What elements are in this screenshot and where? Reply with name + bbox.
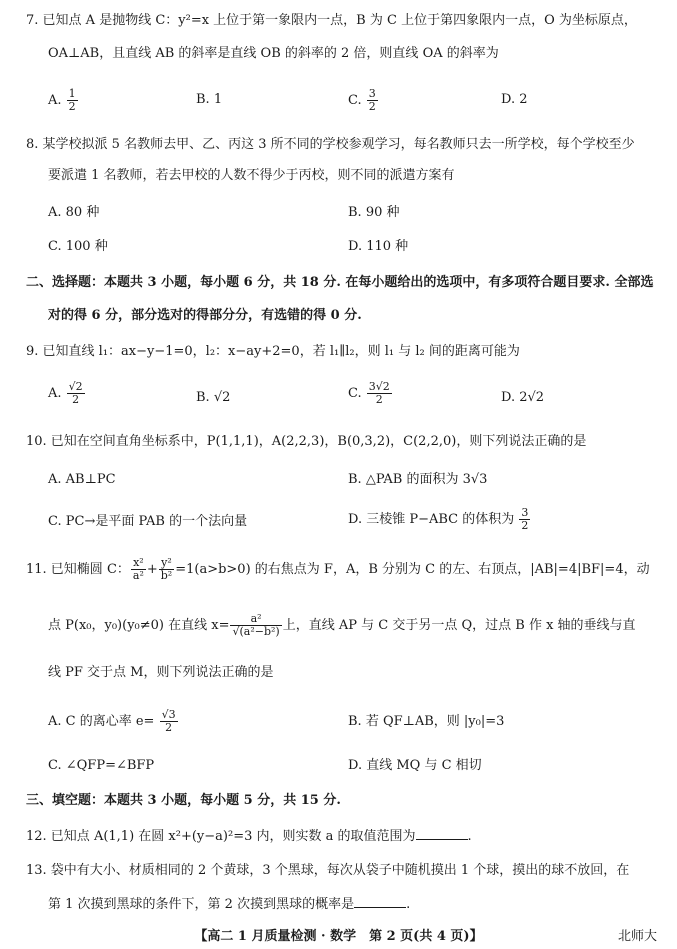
numerator: y²: [159, 557, 174, 570]
q9-option-b: B. √2: [196, 390, 231, 405]
numerator: √3: [161, 708, 176, 721]
q7-option-d: D. 2: [501, 92, 528, 107]
q11-option-a: [48, 709, 179, 734]
option-label: C.: [348, 386, 362, 401]
plus-sign: +: [146, 562, 158, 577]
q8-option-a: A. 80 种: [48, 205, 100, 220]
option-label: A.: [48, 93, 62, 108]
section3-heading: 三、填空题：本题共 3 小题，每小题 5 分，共 15 分.: [26, 793, 341, 808]
denominator: 2: [521, 519, 529, 532]
publisher-tag: 北师大: [617, 929, 657, 944]
answer-blank[interactable]: [354, 895, 406, 908]
q8-option-c: C. 100 种: [48, 239, 108, 254]
q11-option-c: C. ∠QFP=∠BFP: [48, 758, 155, 773]
fraction: [367, 381, 392, 406]
q11-stem-line3: 线 PF 交于点 M，则下列说法正确的是: [48, 665, 274, 680]
numerator: a²: [230, 613, 281, 626]
denominator: 2: [165, 721, 173, 734]
q11-stem-line1: [26, 557, 657, 582]
q7-option-c: [348, 88, 379, 113]
q13-stem-line1: 13. 袋中有大小、材质相同的 2 个黄球，3 个黑球，每次从袋子中随机摸出 1 个球，摸出的球不放回，在: [26, 863, 630, 878]
text-segment: 上，直线 AP 与 C 交于另一点 Q，过点 B 作 x 轴的垂线与直: [282, 618, 636, 633]
answer-blank[interactable]: [416, 827, 468, 840]
q7-stem-line2: OA⊥AB，且直线 AB 的斜率是直线 OB 的斜率的 2 倍，则直线 OA 的斜率为: [48, 46, 499, 61]
fraction: [367, 88, 378, 113]
denominator: 2: [368, 100, 376, 113]
q9-option-d: D. 2√2: [501, 390, 545, 405]
q13-stem-line2: [48, 895, 657, 914]
q10-stem: 10. 已知在空间直角坐标系中，P(1,1,1)，A(2,2,3)，B(0,3,2)，C(2,2,0)，则下列说法正确的是: [26, 434, 587, 449]
text-segment: 12. 已知点 A(1,1) 在圆 x²+(y−a)²=3 内，则实数 a 的取值范围为: [26, 829, 416, 844]
fraction: [230, 613, 281, 638]
q8-option-b: B. 90 种: [348, 205, 400, 220]
text-segment: =1(a>b>0) 的右焦点为 F，A，B 分别为 C 的左、右顶点，|AB|=4|BF|=4，动: [175, 562, 650, 577]
numerator: 1: [68, 87, 76, 100]
period: .: [467, 829, 472, 844]
denominator: 2: [68, 100, 76, 113]
option-label: A.: [48, 386, 62, 401]
fraction: [519, 507, 530, 532]
numerator: √2: [68, 380, 83, 393]
numerator: 3: [368, 87, 376, 100]
q10-option-d: [348, 507, 531, 532]
denominator: b²: [160, 569, 173, 582]
q8-stem-line2: 要派遣 1 名教师，若去甲校的人数不得少于丙校，则不同的派遣方案有: [48, 168, 455, 183]
denominator: a²: [132, 569, 144, 582]
q10-option-a: A. AB⊥PC: [48, 472, 116, 487]
q10-option-b: B. △PAB 的面积为 3√3: [348, 472, 488, 487]
denominator: 2: [72, 393, 80, 406]
text-segment: 11. 已知椭圆 C：: [26, 562, 130, 577]
fraction: [67, 381, 85, 406]
q11-option-b: B. 若 QF⊥AB，则 |y₀|=3: [348, 714, 505, 729]
section2-heading-line2: 对的得 6 分，部分选对的得部分分，有选错的得 0 分.: [48, 308, 362, 323]
denominator: √(a²−b²): [232, 625, 280, 638]
period: .: [406, 897, 411, 912]
q12-stem: [26, 827, 657, 846]
q10-option-c: C. PC→是平面 PAB 的一个法向量: [48, 514, 248, 529]
q9-option-c: [348, 381, 393, 406]
text-segment: 点 P(x₀，y₀)(y₀≠0) 在直线 x=: [48, 618, 230, 633]
fraction: [131, 557, 146, 582]
page-footer: 【高二 1 月质量检测 · 数学 第 2 页(共 4 页)】: [194, 929, 483, 944]
q9-stem: 9. 已知直线 l₁：ax−y−1=0，l₂：x−ay+2=0，若 l₁∥l₂，则 l₁ 与 l₂ 间的距离可能为: [26, 344, 520, 359]
q8-stem-line1: 8. 某学校拟派 5 名教师去甲、乙、丙这 3 所不同的学校参观学习，每名教师只去一所学校，每个学校至少: [26, 137, 635, 152]
numerator: x²: [131, 557, 146, 570]
section2-heading-line1: 二、选择题：本题共 3 小题，每小题 6 分，共 18 分. 在每小题给出的选项中，有多项符合题目要求. 全部选: [26, 275, 654, 290]
q7-option-a: [48, 88, 79, 113]
q11-option-d: D. 直线 MQ 与 C 相切: [348, 758, 482, 773]
q7-stem-line1: 7. 已知点 A 是抛物线 C：y²=x 上位于第一象限内一点，B 为 C 上位于第四象限内一点，O 为坐标原点，: [26, 13, 637, 28]
option-text: D. 三棱锥 P−ABC 的体积为: [348, 512, 515, 527]
numerator: 3: [521, 506, 529, 519]
fraction: [159, 557, 174, 582]
q8-option-d: D. 110 种: [348, 239, 409, 254]
option-label: C.: [348, 93, 362, 108]
fraction: [67, 88, 78, 113]
text-segment: 第 1 次摸到黑球的条件下，第 2 次摸到黑球的概率是: [48, 897, 355, 912]
q7-option-b: B. 1: [196, 92, 223, 107]
numerator: 3√2: [368, 380, 390, 393]
option-text: A. C 的离心率 e=: [48, 714, 155, 729]
denominator: 2: [375, 393, 383, 406]
fraction: [160, 709, 178, 734]
q11-stem-line2: [48, 613, 657, 638]
q9-option-a: [48, 381, 86, 406]
